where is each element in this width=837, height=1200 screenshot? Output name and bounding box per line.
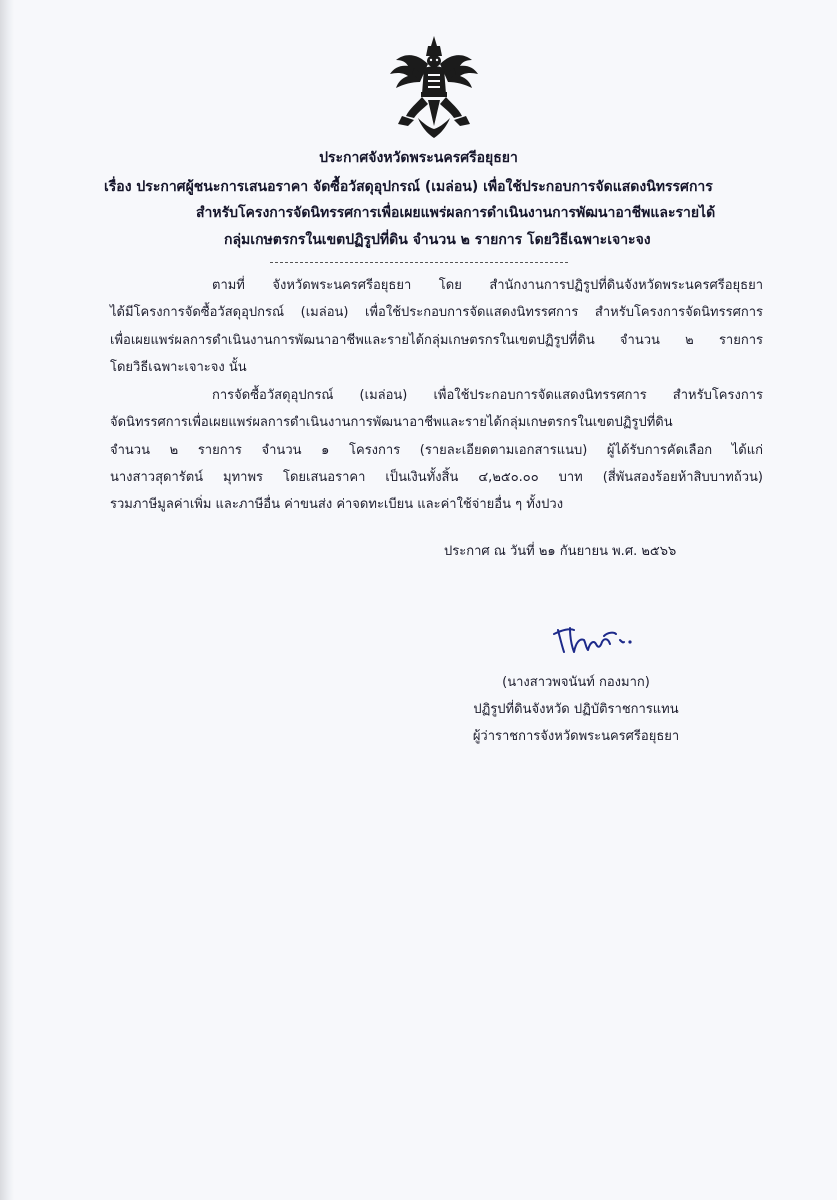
signatory-position-2: ผู้ว่าราชการจังหวัดพระนครศรีอยุธยา	[472, 729, 680, 744]
para2-line-4: นางสาวสุดารัตน์ มุทาพร โดยเสนอราคา เป็นเงินทั้งสิ้น ๔,๒๕๐.๐๐ บาท (สี่พันสองร้อยห้าสิบบาทถ้วน)	[110, 470, 763, 485]
subject-line-3: กลุ่มเกษตรกรในเขตปฏิรูปที่ดิน จำนวน ๒ รายการ โดยวิธีเฉพาะเจาะจง	[224, 232, 651, 248]
handwritten-signature	[544, 612, 664, 662]
signatory-name: (นางสาวพจนันท์ กองมาก)	[502, 675, 650, 690]
para1-line-1: ตามที่ จังหวัดพระนครศรีอยุธยา โดย สำนักงานการปฏิรูปที่ดินจังหวัดพระนครศรีอยุธยา	[212, 278, 763, 293]
para2-line-2: จัดนิทรรศการเพื่อเผยแพร่ผลการดำเนินงานการพัฒนาอาชีพและรายได้กลุ่มเกษตรกรในเขตปฏิรูปที่ดิน	[110, 415, 673, 430]
scan-edge-shadow	[0, 0, 14, 1200]
subject-line-1: เรื่อง ประกาศผู้ชนะการเสนอราคา จัดซื้อวัสดุอุปกรณ์ (เมล่อน) เพื่อใช้ประกอบการจัดแสดงนิทรรศการ	[104, 179, 713, 195]
para1-line-2: ได้มีโครงการจัดซื้อวัสดุอุปกรณ์ (เมล่อน) เพื่อใช้ประกอบการจัดแสดงนิทรรศการ สำหรับโครงการจัดนิทรรศการ	[110, 305, 763, 320]
header-divider	[270, 262, 568, 263]
para2-line-3: จำนวน ๒ รายการ จำนวน ๑ โครงการ (รายละเอียดตามเอกสารแนบ) ผู้ได้รับการคัดเลือก ได้แก่	[110, 443, 763, 458]
para1-line-4: โดยวิธีเฉพาะเจาะจง นั้น	[110, 360, 247, 375]
para1-line-3: เพื่อเผยแพร่ผลการดำเนินงานการพัฒนาอาชีพและรายได้กลุ่มเกษตรกรในเขตปฏิรูปที่ดิน จำนวน ๒ รายการ	[110, 333, 763, 348]
document-title: ประกาศจังหวัดพระนครศรีอยุธยา	[319, 150, 518, 166]
subject-line-2: สำหรับโครงการจัดนิทรรศการเพื่อเผยแพร่ผลการดำเนินงานการพัฒนาอาชีพและรายได้	[196, 205, 716, 221]
garuda-emblem-icon	[388, 34, 480, 140]
announce-date: ประกาศ ณ วันที่ ๒๑ กันยายน พ.ศ. ๒๕๖๖	[444, 544, 677, 559]
signatory-position-1: ปฏิรูปที่ดินจังหวัด ปฏิบัติราชการแทน	[473, 702, 679, 717]
para2-line-5: รวมภาษีมูลค่าเพิ่ม และภาษีอื่น ค่าขนส่ง ค่าจดทะเบียน และค่าใช้จ่ายอื่น ๆ ทั้งปวง	[110, 497, 564, 512]
para2-line-1: การจัดซื้อวัสดุอุปกรณ์ (เมล่อน) เพื่อใช้ประกอบการจัดแสดงนิทรรศการ สำหรับโครงการ	[212, 388, 763, 403]
